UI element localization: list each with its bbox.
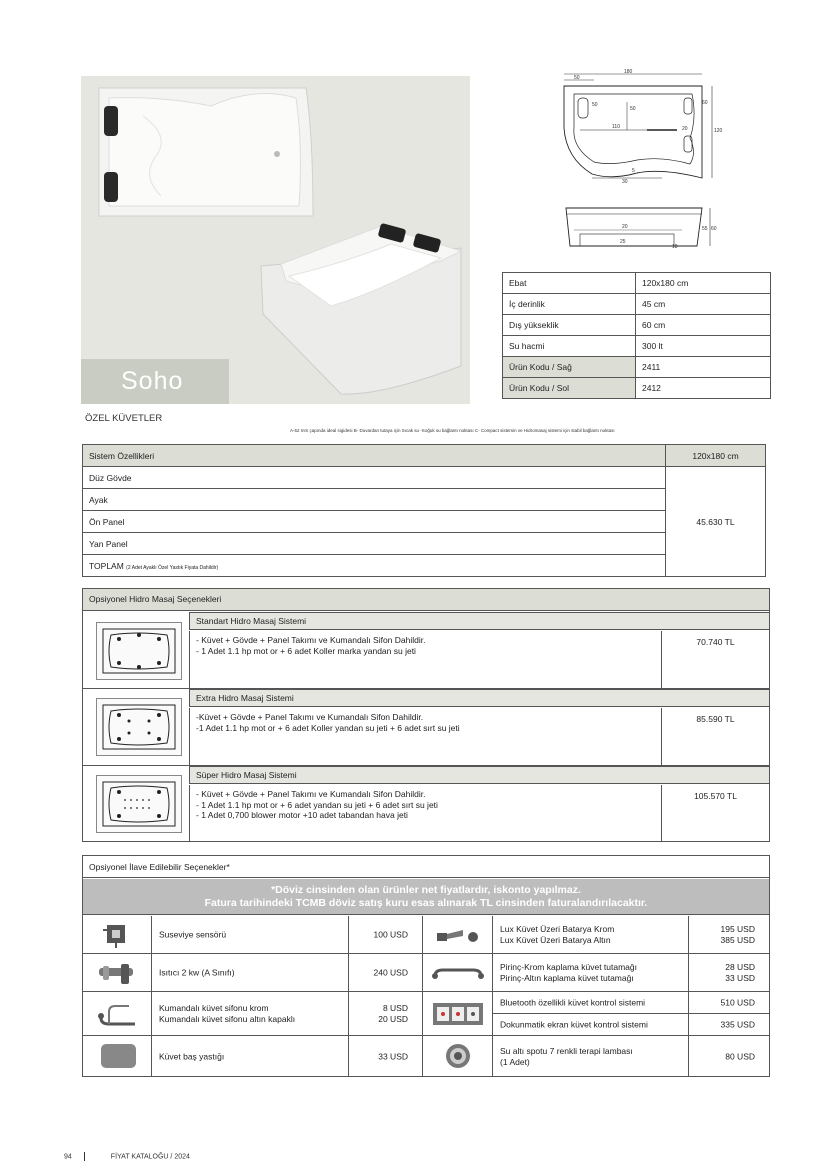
item-icon-cell — [423, 1036, 493, 1077]
spec-row — [503, 378, 771, 399]
item-icon-cell — [83, 1036, 152, 1077]
item-icon-cell — [83, 992, 152, 1035]
table-row — [83, 533, 766, 555]
system-size: 120x180 cm — [666, 445, 766, 467]
dim-width: 120 — [714, 128, 723, 134]
item-label: Kumandalı küvet sifonu krom Kumandalı küvet sifonu altın kapaklı — [159, 1002, 296, 1024]
headrest-pillow-icon — [83, 1036, 152, 1077]
dim-length: 180 — [624, 69, 633, 75]
dim-c: 50 — [630, 106, 636, 112]
system-header: Sistem Özellikleri — [83, 445, 666, 467]
spec-row — [503, 336, 771, 357]
dim-m: 60 — [711, 226, 717, 232]
option-title: Extra Hidro Masaj Sistemi — [189, 689, 769, 707]
jet-layout-icon — [96, 698, 182, 756]
connection-note: A-52 mm çapında ideal sigidesi B- Duvardan tutaya için Sıcak su -Soğuk su bağlantı noktası C- Compact sistemin ve Hidromasaj sistemi için stabil bağlantı noktası — [290, 428, 615, 433]
dim-a: 50 — [574, 75, 580, 81]
option-line: - 1 Adet 1.1 hp mot or + 6 adet yandan su jeti + 6 adet sırt su jeti — [196, 799, 438, 810]
drain-siphon-icon — [83, 992, 152, 1036]
table-row — [83, 467, 766, 489]
footer-divider — [84, 1152, 85, 1161]
item-label: Bluetooth özellikli küvet kontrol sistemi — [500, 997, 646, 1007]
item-icon-cell — [423, 992, 493, 1035]
spec-label: Ebat — [503, 273, 636, 294]
item-label: Lux Küvet Üzeri Batarya Krom Lux Küvet Üzeri Batarya Altın — [500, 923, 615, 945]
spec-label: Ürün Kodu / Sağ — [503, 357, 636, 378]
extras-row — [83, 954, 769, 992]
technical-drawing — [552, 68, 782, 258]
item-label: Pirinç-Krom kaplama küvet tutamağı Pirinç-Altın kaplama küvet tutamağı — [500, 961, 637, 983]
currency-notice-banner — [83, 879, 769, 915]
table-header-row — [83, 445, 766, 467]
spec-value: 60 cm — [636, 315, 771, 336]
dim-d: 110 — [612, 124, 620, 130]
spec-row — [503, 294, 771, 315]
item-icon-cell — [423, 916, 493, 953]
jet-layout-icon — [96, 622, 182, 680]
spec-row — [503, 357, 771, 378]
dim-i: 20 — [622, 224, 628, 230]
dim-k: 18 — [672, 244, 678, 250]
spec-row — [503, 273, 771, 294]
dim-l: 55 — [702, 226, 708, 232]
item-label: Dokunmatik ekran küvet kontrol sistemi — [500, 1019, 648, 1030]
item-label: Su altı spotu 7 renkli terapi lambası (1 Adet) — [500, 1045, 633, 1067]
item-price: 335 USD — [720, 1019, 755, 1030]
spec-value: 300 lt — [636, 336, 771, 357]
total-label: TOPLAM — [89, 560, 124, 571]
page-footer — [64, 1152, 190, 1161]
dim-b: 50 — [592, 102, 598, 108]
table-row — [83, 489, 766, 511]
catalog-title: FİYAT KATALOĞU / 2024 — [110, 1153, 190, 1161]
spec-label: Ürün Kodu / Sol — [503, 378, 636, 399]
option-price: 105.570 TL — [694, 791, 737, 801]
banner-line: Fatura tarihindeki TCMB döviz satış kuru esas alınarak TL cinsinden faturalandırılacaktır. — [204, 897, 648, 909]
option-description — [189, 631, 662, 688]
item-icon-cell — [423, 954, 493, 991]
option-line: - Küvet + Gövde + Panel Takımı ve Kumandalı Sifon Dahildir. — [196, 635, 426, 645]
system-total — [83, 555, 666, 577]
product-name-plate — [81, 359, 229, 404]
bathtub-illustration — [81, 76, 470, 404]
hydro-massage-section — [82, 588, 770, 842]
spec-table — [502, 272, 771, 399]
grab-handle-icon — [423, 954, 493, 992]
item-price: 28 USD 33 USD — [725, 961, 755, 983]
system-item: Düz Gövde — [83, 467, 666, 489]
system-features-table — [82, 444, 766, 577]
table-row — [83, 555, 766, 577]
option-line: - Küvet + Gövde + Panel Takımı ve Kumandalı Sifon Dahildir. — [196, 789, 426, 799]
option-line: -Küvet + Gövde + Panel Takımı ve Kumandalı Sifon Dahildir. — [196, 712, 424, 722]
option-description — [189, 785, 662, 842]
hydro-option-extra — [83, 689, 769, 765]
item-price: 195 USD 385 USD — [720, 923, 755, 945]
spec-label: Dış yükseklik — [503, 315, 636, 336]
item-label: Suseviye sensörü — [159, 929, 227, 939]
faucet-icon — [423, 916, 493, 954]
extras-row — [83, 1036, 769, 1077]
extras-header: Opsiyonel İlave Edilebilir Seçenekler* — [83, 856, 769, 878]
hydro-header: Opsiyonel Hidro Masaj Seçenekleri — [83, 589, 769, 611]
option-line: - 1 Adet 1.1 hp mot or + 6 adet Koller marka yandan su jeti — [196, 645, 416, 656]
option-line: -1 Adet 1.1 hp mot or + 6 adet Koller yandan su jeti + 6 adet sırt su jeti — [196, 722, 460, 733]
product-photo — [81, 76, 470, 404]
option-price: 85.590 TL — [696, 714, 735, 724]
table-row — [83, 511, 766, 533]
dim-g: 30 — [622, 179, 628, 185]
item-icon-cell — [83, 954, 152, 991]
dim-j: 25 — [620, 239, 626, 245]
system-price: 45.630 TL — [666, 467, 766, 577]
hydro-option-super — [83, 766, 769, 842]
hydro-option-standard — [83, 612, 769, 688]
spec-label: İç derinlik — [503, 294, 636, 315]
extras-section — [82, 855, 770, 1077]
dim-h: 60 — [702, 100, 708, 106]
category-title: ÖZEL KÜVETLER — [85, 413, 163, 424]
extras-row — [83, 916, 769, 954]
system-item: Yan Panel — [83, 533, 666, 555]
underwater-light-icon — [423, 1036, 493, 1077]
banner-line: *Döviz cinsinden olan ürünler net fiyatlardır, iskonto yapılmaz. — [271, 884, 581, 896]
item-label: Küvet baş yastığı — [159, 1051, 225, 1061]
heater-icon — [83, 954, 152, 992]
page-number: 94 — [64, 1153, 72, 1161]
item-price: 240 USD — [373, 967, 408, 977]
item-price: 100 USD — [373, 929, 408, 939]
product-name: Soho — [121, 367, 184, 395]
item-price: 8 USD 20 USD — [378, 1002, 408, 1024]
item-price: 80 USD — [725, 1051, 755, 1061]
spec-value: 45 cm — [636, 294, 771, 315]
control-panel-icon — [423, 992, 493, 1036]
level-sensor-icon — [83, 916, 152, 954]
dim-f: 5 — [632, 168, 635, 174]
item-icon-cell — [83, 916, 152, 953]
option-line: - 1 Adet 0,700 blower motor +10 adet tabandan hava jeti — [196, 810, 408, 820]
option-description — [189, 708, 662, 765]
extras-row — [83, 992, 769, 1036]
spec-row — [503, 315, 771, 336]
option-price: 70.740 TL — [696, 637, 735, 647]
dim-e: 20 — [682, 126, 688, 132]
jet-layout-icon — [96, 775, 182, 833]
option-title: Standart Hidro Masaj Sistemi — [189, 612, 769, 630]
spec-value: 2412 — [636, 378, 771, 399]
spec-label: Su hacmi — [503, 336, 636, 357]
system-item: Ön Panel — [83, 511, 666, 533]
spec-value: 2411 — [636, 357, 771, 378]
spec-value: 120x180 cm — [636, 273, 771, 294]
item-price: 510 USD — [720, 997, 755, 1007]
total-note: (2 Adet Ayaklı Özel Yastık Fiyata Dahildir) — [126, 564, 219, 571]
option-title: Süper Hidro Masaj Sistemi — [189, 766, 769, 784]
item-price: 33 USD — [378, 1051, 408, 1061]
item-label: Isıtıcı 2 kw (A Sınıfı) — [159, 967, 235, 977]
system-item: Ayak — [83, 489, 666, 511]
